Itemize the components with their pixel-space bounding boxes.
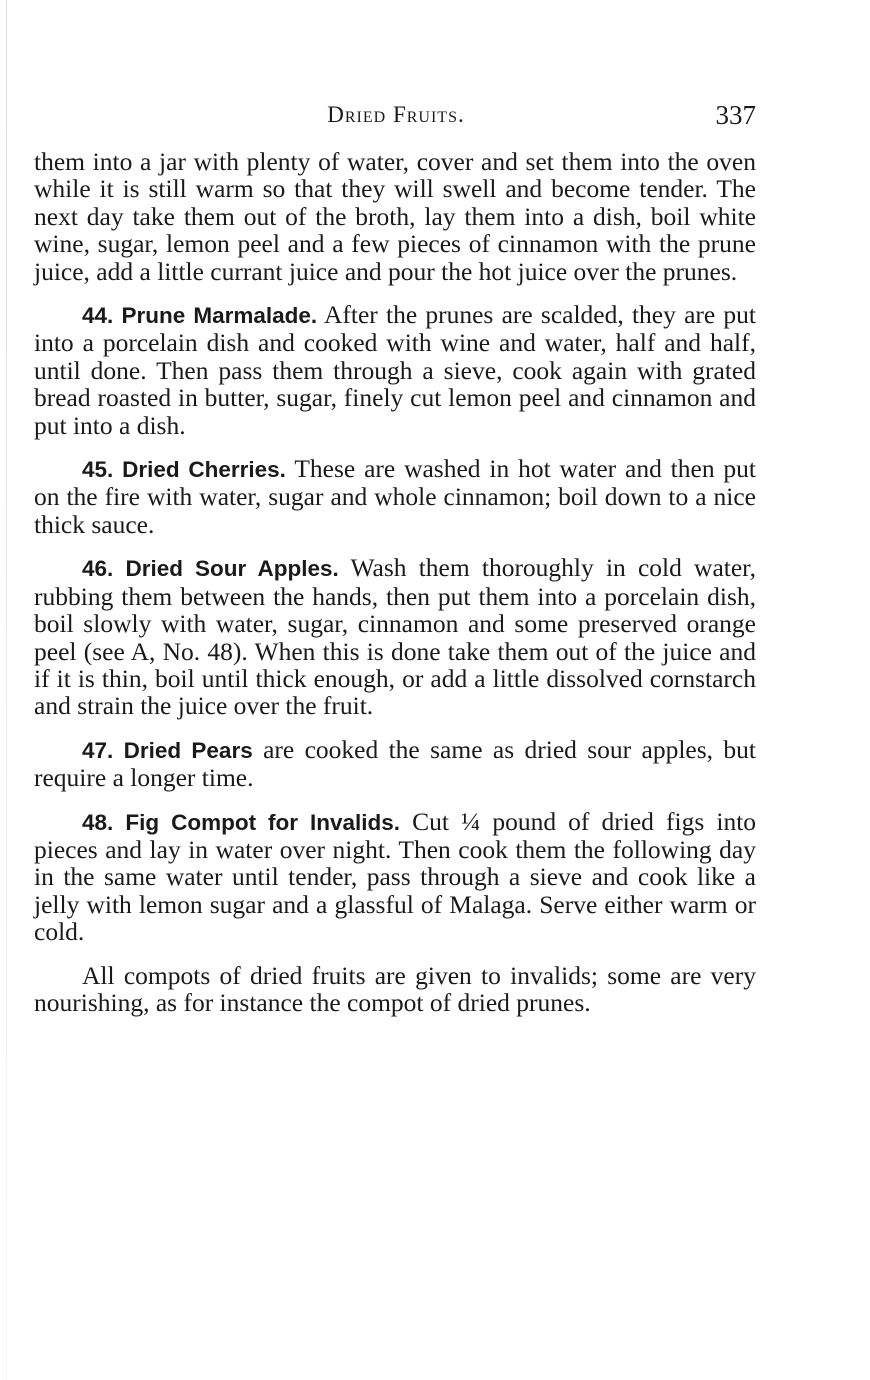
recipe-title: Prune Marmalade.	[121, 303, 318, 329]
paragraph-text: All compots of dried fruits are given to invalids; some are very nourishing, as for instance the compot of dried prunes.	[34, 960, 756, 1017]
recipe-number: 44.	[82, 303, 114, 329]
recipe-title: Dried Sour Apples.	[125, 556, 339, 582]
recipe-number: 46.	[82, 556, 114, 582]
continuation-paragraph	[34, 148, 756, 285]
recipe-45-dried-cherries	[34, 455, 756, 538]
recipe-text: After the prunes are scalded, they are put into a porcelain dish and cooked with wine and water, half and half, until done. Then pass them through a sieve, cook again with grated bread roasted in butter, sugar, finely cut lemon peel and cinnamon and put into a dish.	[34, 300, 757, 440]
recipe-text: Wash them thoroughly in cold water, rubbing them between the hands, then put them into a porcelain dish, boil slowly with water, sugar, cinnamon and some preserved orange peel (see A, No. 48). When this is done take them out of the juice and if it is thin, boil until thick enough, or add a little dissolved cornstarch and strain the juice over the fruit.	[34, 553, 757, 721]
page-number: 337	[715, 100, 756, 130]
recipe-48-fig-compot	[34, 808, 756, 946]
recipe-number: 47.	[82, 737, 114, 763]
recipe-46-dried-sour-apples	[34, 554, 756, 719]
recipe-44-prune-marmalade	[34, 301, 756, 439]
recipe-47-dried-pears	[34, 736, 756, 792]
running-title: Dried Fruits.	[327, 102, 465, 127]
recipe-number: 48.	[82, 809, 114, 835]
recipe-title: Dried Pears	[123, 737, 253, 763]
recipe-text: are cooked the same as dried sour apples, but require a longer time.	[34, 734, 757, 793]
page-edge-divider	[6, 0, 7, 1380]
recipe-number: 45.	[82, 457, 114, 483]
recipe-title: Fig Compot for Invalids.	[125, 809, 401, 835]
page-body	[34, 148, 756, 1016]
paragraph-text: them into a jar with plenty of water, cover and set them into the oven while it is still warm so that they will swell and become tender. The next day take them out of the broth, lay them into a dish, boil white wine, sugar, lemon peel and a few pieces of cinnamon with the prune juice, add a little currant juice and pour the hot juice over the prunes.	[34, 147, 756, 286]
recipe-text: Cut ¼ pound of dried figs into pieces and lay in water over night. Then cook them the following day in the same water until tender, pass through a sieve and cook like a jelly with lemon sugar and a glassful of Malaga. Serve either warm or cold.	[34, 806, 757, 947]
recipe-text: These are washed in hot water and then put on the fire with water, sugar and whole cinnamon; boil down to a nice thick sauce.	[34, 454, 757, 539]
recipe-title: Dried Cherries.	[122, 457, 286, 483]
closing-paragraph	[34, 962, 756, 1017]
running-header	[36, 100, 756, 132]
